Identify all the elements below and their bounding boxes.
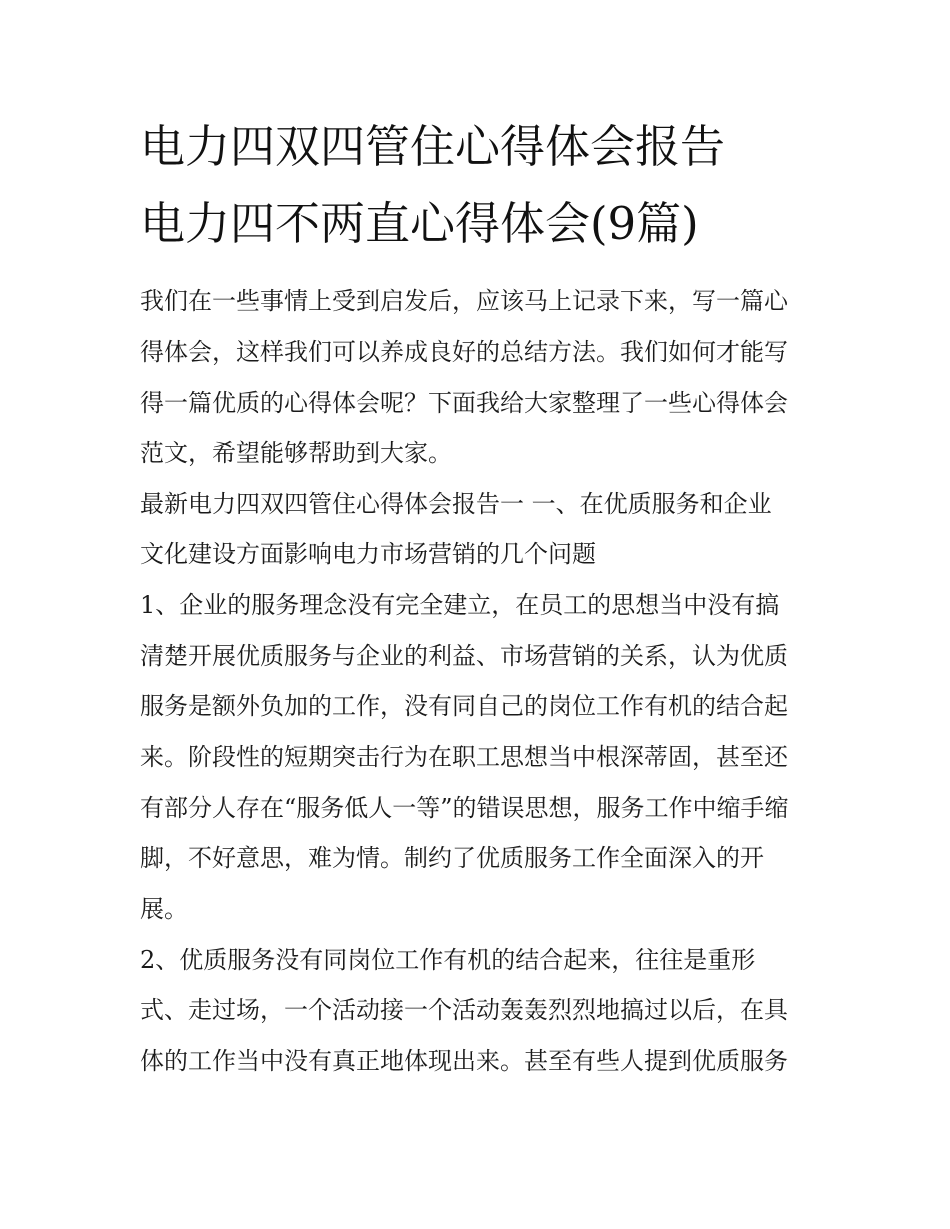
body-line-3: 得一篇优质的心得体会呢？下面我给大家整理了一些心得体会 — [140, 389, 788, 417]
body-line-11: 有部分人存在“服务低人一等”的错误思想，服务工作中缩手缩 — [140, 794, 789, 822]
body-line-10: 来。阶段性的短期突击行为在职工思想当中根深蒂固，甚至还 — [140, 743, 788, 771]
body-line-7: 1、企业的服务理念没有完全建立，在员工的思想当中没有搞 — [140, 591, 780, 619]
body-line-4: 范文，希望能够帮助到大家。 — [140, 439, 452, 467]
body-line-9: 服务是额外负加的工作，没有同自己的岗位工作有机的结合起 — [140, 692, 788, 720]
body-line-8: 清楚开展优质服务与企业的利益、市场营销的关系，认为优质 — [140, 642, 788, 670]
body-line-13: 展。 — [140, 895, 188, 923]
body-line-15: 式、走过场，一个活动接一个活动轰轰烈烈地搞过以后，在具 — [140, 996, 788, 1024]
body-line-2: 得体会，这样我们可以养成良好的总结方法。我们如何才能写 — [140, 338, 788, 366]
body-line-16: 体的工作当中没有真正地体现出来。甚至有些人提到优质服务 — [140, 1047, 788, 1075]
document-title-line-2: 电力四不两直心得体会(9篇) — [140, 197, 699, 250]
body-line-5: 最新电力四双四管住心得体会报告一 一、在优质服务和企业 — [140, 490, 772, 518]
document-title-line-1: 电力四双四管住心得体会报告 — [140, 120, 726, 173]
body-line-6: 文化建设方面影响电力市场营销的几个问题 — [140, 540, 596, 568]
body-line-12: 脚，不好意思，难为情。制约了优质服务工作全面深入的开 — [140, 844, 764, 872]
body-line-1: 我们在一些事情上受到启发后，应该马上记录下来，写一篇心 — [140, 287, 788, 315]
body-line-14: 2、优质服务没有同岗位工作有机的结合起来，往往是重形 — [140, 946, 756, 974]
